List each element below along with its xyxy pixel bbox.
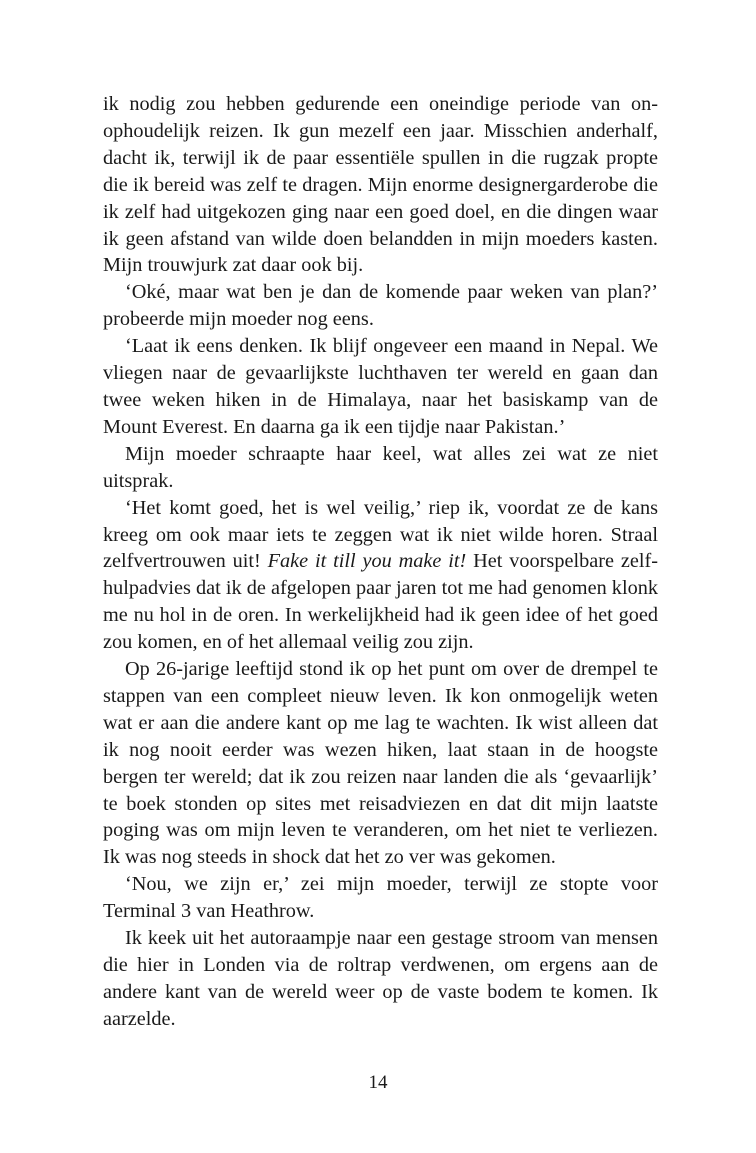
body-text <box>103 91 658 1033</box>
paragraph-text: Het voorspelbare zelfhulpadvies dat ik de afgelopen paar jaren tot me had genomen klonk me nu hol in de oren. In werkelijkheid had ik geen idee of het goed zou komen, en of het allemaal veilig zou zijn. <box>103 550 658 654</box>
paragraph-text: ‘Nou, we zijn er,’ zei mijn moeder, terwijl ze stopte voor Terminal 3 van Heathrow. <box>103 873 658 923</box>
italic-phrase: Fake it till you make it! <box>267 550 467 573</box>
paragraph <box>103 925 658 1033</box>
paragraph-text: ik nodig zou hebben gedurende een oneindige periode van onophoudelijk reizen. Ik gun mezelf een jaar. Misschien anderhalf, dacht ik, terwijl ik de paar essentiële spullen in die rugzak propte die ik bereid was zelf te dragen. Mijn enorme designergarderobe die ik zelf had uitgekozen ging naar een goed doel, en die dingen waar ik geen afstand van wilde doen belandden in mijn moeders kasten. Mijn trouwjurk zat daar ook bij. <box>103 93 658 277</box>
paragraph <box>103 441 658 495</box>
paragraph <box>103 91 658 279</box>
paragraph <box>103 871 658 925</box>
paragraph <box>103 495 658 656</box>
paragraph <box>103 656 658 871</box>
paragraph <box>103 279 658 333</box>
paragraph-text: Mijn moeder schraapte haar keel, wat alles zei wat ze niet uitsprak. <box>103 442 658 492</box>
paragraph-text: ‘Laat ik eens denken. Ik blijf ongeveer een maand in Nepal. We vliegen naar de gevaarlijkste luchthaven ter wereld en gaan dan twee weken hiken in de Himalaya, naar het basiskamp van de Mount Everest. En daarna ga ik een tijdje naar Pakistan.’ <box>103 335 658 438</box>
paragraph-text: ‘Oké, maar wat ben je dan de komende paar weken van plan?’ probeerde mijn moeder nog eens. <box>103 281 658 331</box>
paragraph <box>103 333 658 441</box>
paragraph-text: Ik keek uit het autoraampje naar een gestage stroom van mensen die hier in Londen via de roltrap verdwenen, om ergens aan de andere kant van de wereld weer op de vaste bodem te komen. Ik aarzelde. <box>103 927 658 1030</box>
paragraph-text: ‘Het komt goed, het is wel veilig,’ riep ik, voordat ze de kans kreeg om ook maar iets te zeggen wat ik niet wilde horen. Straal zelfvertrouwen uit! <box>103 496 658 573</box>
page-number: 14 <box>368 1072 388 1093</box>
paragraph-text: Op 26-jarige leeftijd stond ik op het punt om over de drempel te stappen van een compleet nieuw leven. Ik kon onmogelijk weten wat er aan die andere kant op me lag te wachten. Ik wist alleen dat ik nog nooit eerder was wezen hiken, laat staan in de hoogste bergen ter wereld; dat ik zou reizen naar landen die als ‘gevaarlijk’ te boek stonden op sites met reisadviezen en dat dit mijn laatste poging was om mijn leven te veranderen, om het niet te verliezen. Ik was nog steeds in shock dat het zo ver was gekomen. <box>103 658 658 869</box>
